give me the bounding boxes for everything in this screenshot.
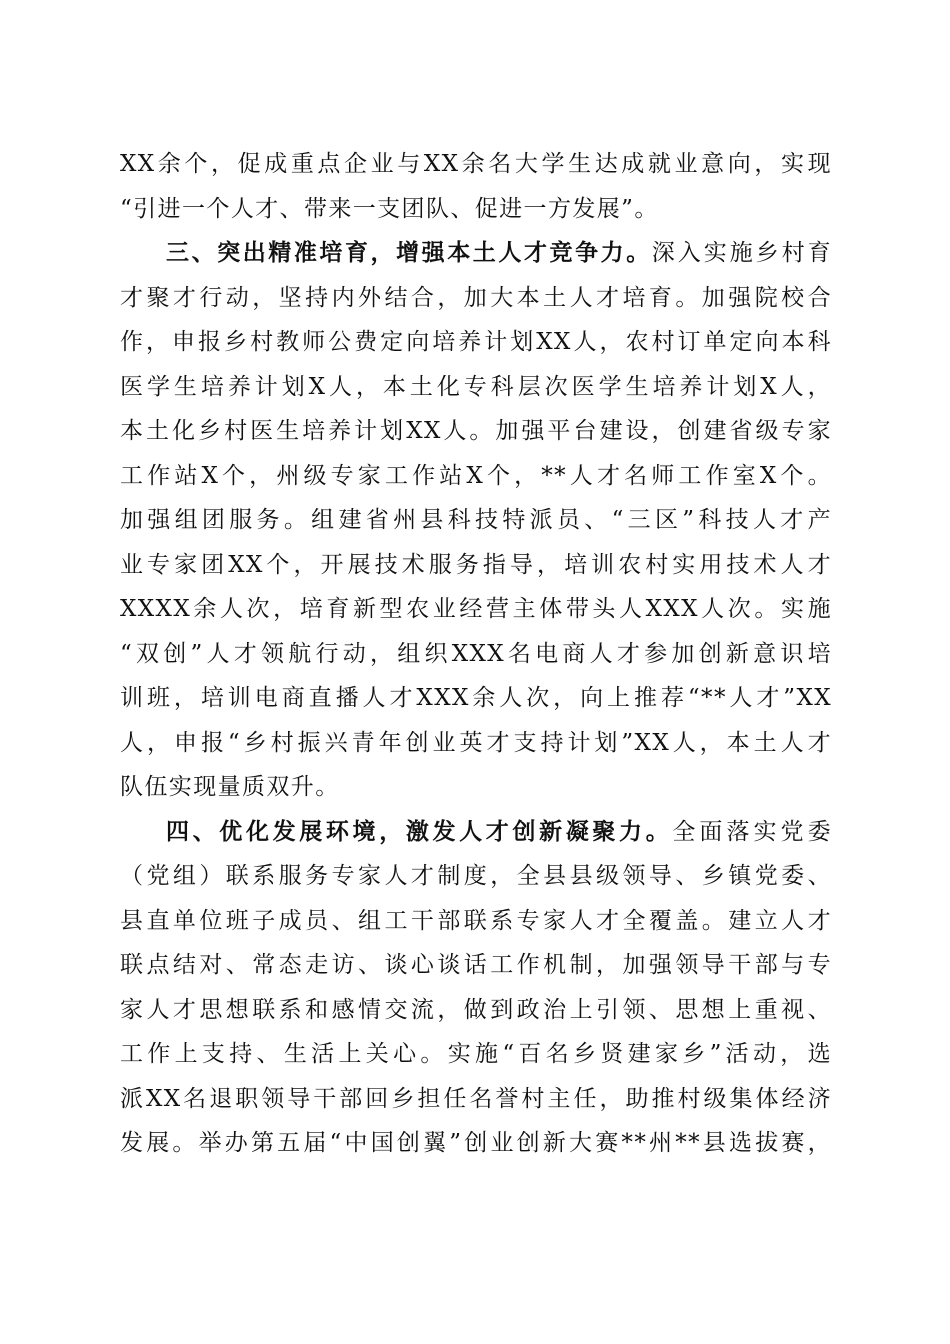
text-line: （党组）联系服务专家人才制度，全县县级领导、乡镇党委、 [120,863,832,889]
section-3-paragraph-start [120,231,832,276]
text-line: 工作上支持、生活上关心。实施“百名乡贤建家乡”活动，选 [120,1041,832,1067]
text-line: 县直单位班子成员、组工干部联系专家人才全覆盖。建立人才 [120,907,832,934]
text-line: “双创”人才领航行动，组织XXX名电商人才参加创新意识培 [120,640,832,667]
text-line: 业专家团XX个，开展技术服务指导，培训农村实用技术人才 [120,551,832,578]
text-span: 深入实施乡村育 [651,240,832,266]
section-heading-4: 四、优化发展环境，激发人才创新凝聚力。 [166,818,673,845]
text-line: 加强组团服务。组建省州县科技特派员、“三区”科技人才产 [120,507,832,533]
text-line: 才聚才行动，坚持内外结合，加大本土人才培育。加强院校合 [120,284,832,311]
text-line: XXXX余人次，培育新型农业经营主体带头人XXX人次。实施 [120,596,832,622]
text-line: 工作站X个，州级专家工作站X个，**人才名师工作室X个。 [120,462,832,489]
text-line: 发展。举办第五届“中国创翼”创业创新大赛**州**县选拔赛， [120,1130,832,1156]
text-line: 人，申报“乡村振兴青年创业英才支持计划”XX人，本土人才 [120,729,832,756]
text-line: 队伍实现量质双升。 [120,774,340,800]
document-body [120,142,832,1166]
text-line: 派XX名退职领导干部回乡担任名誉村主任，助推村级集体经济 [120,1085,832,1112]
text-line: XX余个，促成重点企业与XX余名大学生达成就业意向，实现 [120,151,832,177]
text-line: 医学生培养计划X人，本土化专科层次医学生培养计划X人， [120,373,832,400]
section-heading-3: 三、突出精准培育，增强本土人才竞争力。 [166,240,652,266]
text-line: 作，申报乡村教师公费定向培养计划XX人，农村订单定向本科 [120,329,832,355]
text-line: 家人才思想联系和感情交流，做到政治上引领、思想上重视、 [120,996,832,1023]
text-line: 联点结对、常态走访、谈心谈话工作机制，加强领导干部与专 [120,952,832,978]
text-line: “引进一个人才、带来一支团队、促进一方发展”。 [120,195,659,222]
text-line: 本土化乡村医生培养计划XX人。加强平台建设，创建省级专家 [120,418,832,444]
section-4-paragraph-start [120,810,832,855]
text-line: 训班，培训电商直播人才XXX余人次，向上推荐“**人才”XX [120,685,832,711]
text-span: 全面落实党委 [672,818,832,845]
